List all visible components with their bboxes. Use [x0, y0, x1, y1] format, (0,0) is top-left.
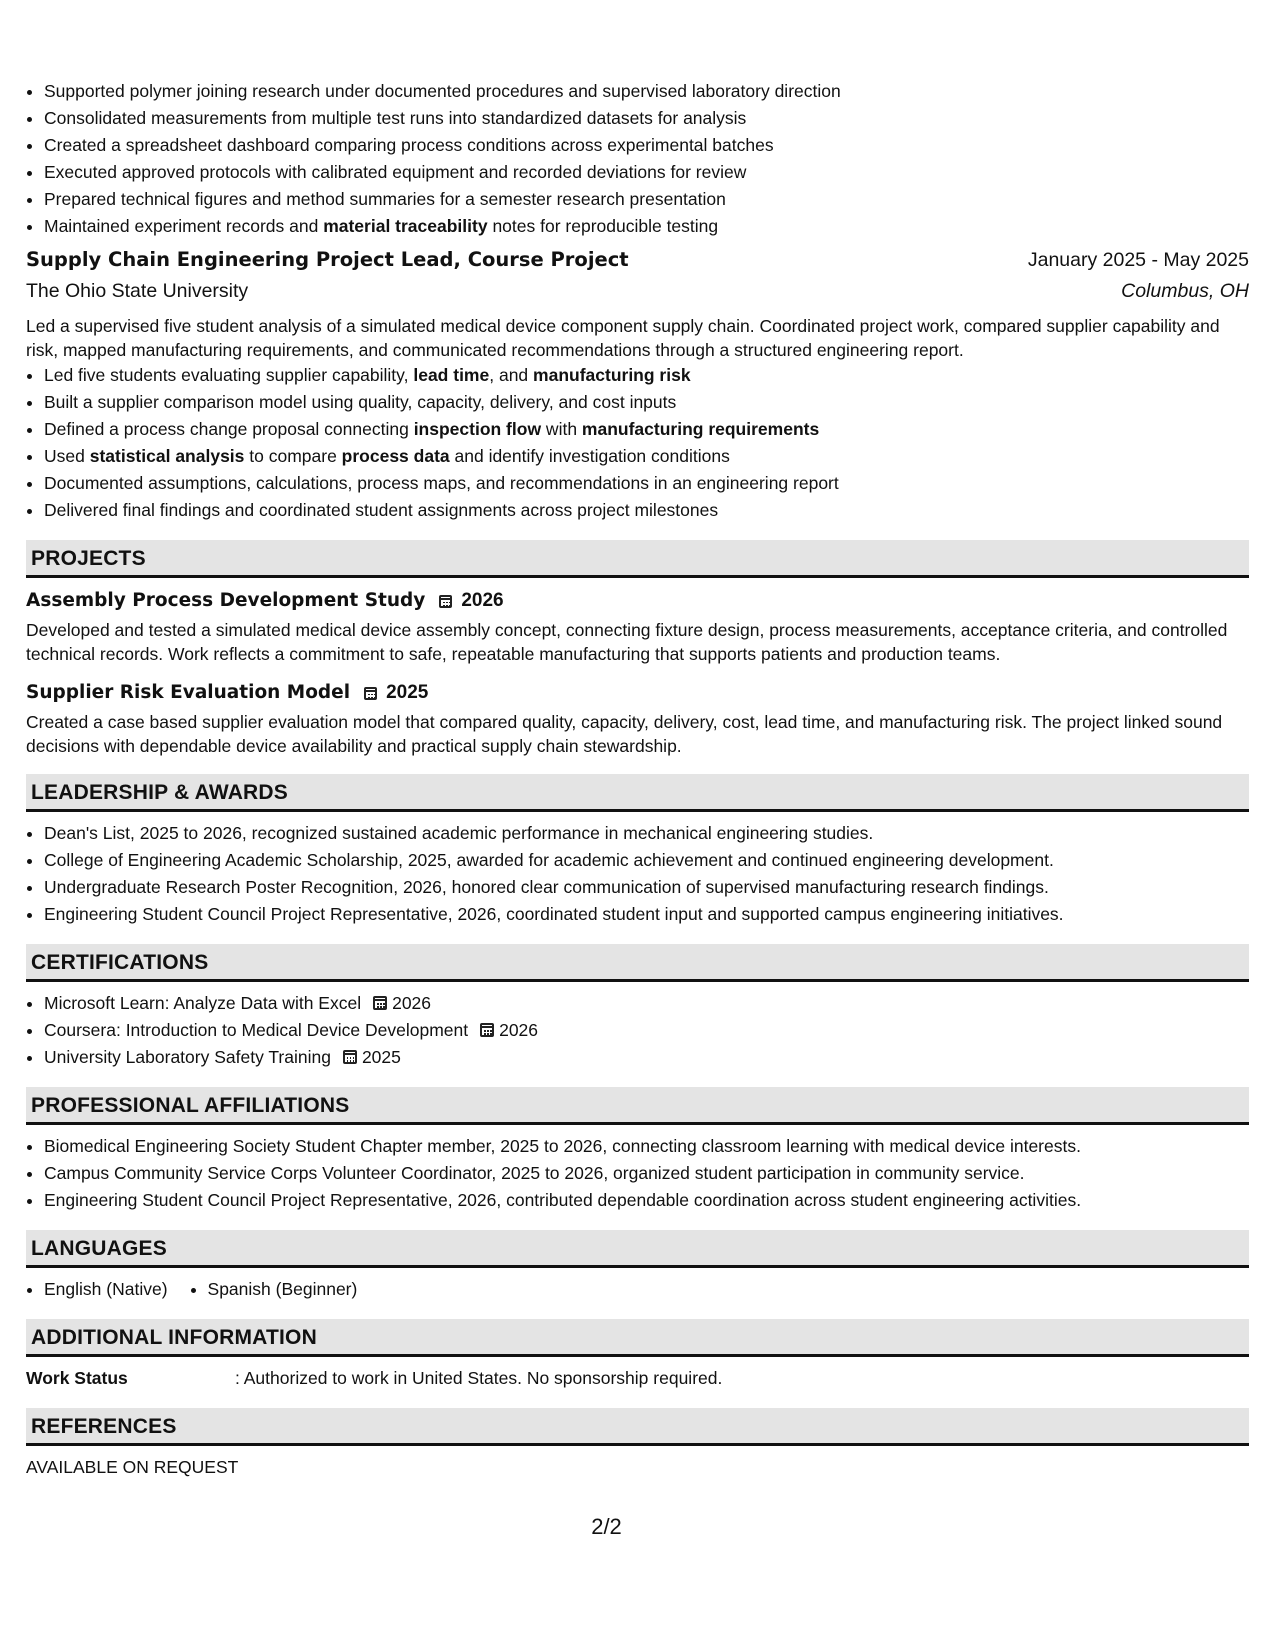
page-number: 2/2 — [591, 1514, 622, 1539]
job-location: Columbus, OH — [1121, 280, 1249, 302]
prev-experience-bullets — [26, 78, 1249, 240]
references-text: AVAILABLE ON REQUEST — [26, 1457, 239, 1477]
list-item: • English (Native) — [44, 1276, 168, 1303]
list-item: • Maintained experiment records and material traceability notes for reproducible testing — [44, 213, 1249, 240]
project-description: Developed and tested a simulated medical device assembly concept, connecting fixture design, process measurements, acceptance criteria, and controlled technical records. Work reflects a commitment to safe, repeatable manufacturing that supports patients and production teams. — [26, 620, 1228, 664]
section-heading-certifications: CERTIFICATIONS — [26, 944, 1249, 982]
resume-page — [26, 78, 1249, 1481]
list-item: • Engineering Student Council Project Representative, 2026, coordinated student input and supported campus engineering initiatives. — [44, 901, 1249, 928]
section-heading-additional: ADDITIONAL INFORMATION — [26, 1319, 1249, 1357]
job-header — [26, 248, 1249, 280]
list-item: • Supported polymer joining research under documented procedures and supervised laboratory direction — [44, 78, 1249, 105]
section-heading-references: REFERENCES — [26, 1408, 1249, 1446]
list-item: • Used statistical analysis to compare process data and identify investigation conditions — [44, 443, 1249, 470]
list-item — [44, 1017, 1249, 1044]
list-item: • Defined a process change proposal connecting inspection flow with manufacturing requirements — [44, 416, 1249, 443]
bold-text: manufacturing requirements — [581, 419, 820, 439]
section-heading-languages: LANGUAGES — [26, 1230, 1249, 1268]
bold-text: material traceability — [323, 216, 488, 236]
section-heading-affiliations: PROFESSIONAL AFFILIATIONS — [26, 1087, 1249, 1125]
calendar-icon — [480, 1023, 494, 1037]
project-title-row — [26, 586, 1249, 616]
project-title: Assembly Process Development Study — [26, 590, 426, 611]
list-item: • Executed approved protocols with calibrated equipment and recorded deviations for review — [44, 159, 1249, 186]
list-item: • Documented assumptions, calculations, process maps, and recommendations in an engineering report — [44, 470, 1249, 497]
bold-text: lead time — [413, 365, 490, 385]
work-status-label: Work Status — [26, 1368, 128, 1388]
list-item: • Prepared technical figures and method summaries for a semester research presentation — [44, 186, 1249, 213]
bold-text: manufacturing risk — [533, 365, 691, 385]
affiliations-list — [26, 1133, 1249, 1214]
certification-year: 2026 — [392, 993, 432, 1013]
work-status-value: : Authorized to work in United States. No sponsorship required. — [235, 1368, 723, 1388]
list-item: • Delivered final findings and coordinated student assignments across project milestones — [44, 497, 1249, 524]
list-item: • Built a supplier comparison model using quality, capacity, delivery, and cost inputs — [44, 389, 1249, 416]
job-summary: Led a supervised five student analysis of a simulated medical device component supply chain. Coordinated project work, compared supplier capability and risk, mapped manufacturing requirements, and communicated recommendations through a structured engineering report. — [26, 316, 1220, 360]
list-item — [44, 990, 1249, 1017]
job-title: Supply Chain Engineering Project Lead, Course Project — [26, 248, 629, 271]
certification-year: 2025 — [361, 1047, 401, 1067]
job-bullets — [26, 362, 1249, 524]
project-title-row — [26, 678, 1249, 708]
languages-list — [26, 1276, 1249, 1303]
project-year: 2026 — [461, 590, 504, 611]
project-title: Supplier Risk Evaluation Model — [26, 682, 351, 703]
job-organization: The Ohio State University — [26, 280, 249, 302]
certification-name: University Laboratory Safety Training — [44, 1047, 331, 1067]
project-item — [26, 586, 1249, 666]
calendar-icon — [343, 1050, 357, 1064]
certification-name: Coursera: Introduction to Medical Device Development — [44, 1020, 469, 1040]
job-subheader — [26, 280, 1249, 312]
list-item: • Campus Community Service Corps Volunteer Coordinator, 2025 to 2026, organized student participation in community service. — [44, 1160, 1249, 1187]
job-date: January 2025 - May 2025 — [1027, 249, 1249, 271]
calendar-icon — [364, 687, 377, 700]
list-item: • Created a spreadsheet dashboard comparing process conditions across experimental batches — [44, 132, 1249, 159]
list-item: • Engineering Student Council Project Representative, 2026, contributed dependable coordination across student engineering activities. — [44, 1187, 1249, 1214]
list-item: • Dean's List, 2025 to 2026, recognized sustained academic performance in mechanical engineering studies. — [44, 820, 1249, 847]
certification-year: 2026 — [499, 1020, 539, 1040]
bold-text: process data — [341, 446, 450, 466]
list-item: • Led five students evaluating supplier capability, lead time, and manufacturing risk — [44, 362, 1249, 389]
work-status-row — [26, 1365, 1249, 1392]
calendar-icon — [439, 595, 452, 608]
list-item: • College of Engineering Academic Scholarship, 2025, awarded for academic achievement and continued engineering development. — [44, 847, 1249, 874]
bold-text: statistical analysis — [89, 446, 245, 466]
section-heading-leadership: LEADERSHIP & AWARDS — [26, 774, 1249, 812]
list-item: • Undergraduate Research Poster Recognition, 2026, honored clear communication of supervised manufacturing research findings. — [44, 874, 1249, 901]
list-item — [44, 1044, 1249, 1071]
leadership-list — [26, 820, 1249, 928]
project-description: Created a case based supplier evaluation model that compared quality, capacity, delivery, cost, lead time, and manufacturing risk. The project linked sound decisions with dependable device availability and practical supply chain stewardship. — [26, 712, 1223, 756]
project-year: 2025 — [386, 682, 429, 703]
list-item: • Consolidated measurements from multiple test runs into standardized datasets for analysis — [44, 105, 1249, 132]
list-item: • Biomedical Engineering Society Student Chapter member, 2025 to 2026, connecting classroom learning with medical device interests. — [44, 1133, 1249, 1160]
list-item: • Spanish (Beginner) — [208, 1276, 358, 1303]
certification-name: Microsoft Learn: Analyze Data with Excel — [44, 993, 362, 1013]
project-item — [26, 678, 1249, 758]
certifications-list — [26, 990, 1249, 1071]
bold-text: inspection flow — [413, 419, 542, 439]
section-heading-projects: PROJECTS — [26, 540, 1249, 578]
calendar-icon — [373, 996, 387, 1010]
